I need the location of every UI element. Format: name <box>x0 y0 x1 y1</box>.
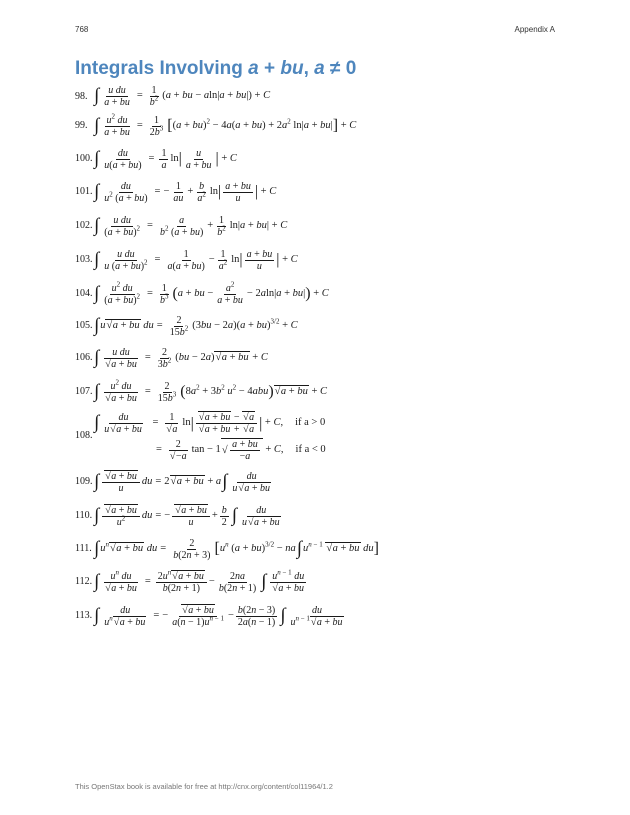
formula-104 <box>75 277 555 311</box>
formula-111 <box>75 533 555 565</box>
formula-103 <box>75 243 555 277</box>
formula-112 <box>75 565 555 599</box>
formula-number: 99. <box>75 120 88 131</box>
formula-101 <box>75 175 555 209</box>
title-plus: + <box>258 58 281 79</box>
formula-expression: ∫ $\frac{u^2 du}{a + bu}$ = $\frac{1}{2b^3}$ [ $(a + bu)^2 - 4a(a + bu) + 2a^2$ ln|a + bu| ] + C <box>94 112 357 138</box>
formula-number: 113. <box>75 610 93 621</box>
formula-number: 109. <box>75 476 93 487</box>
footer-note: This OpenStax book is available for free at http://cnx.org/content/col11964/1.2 <box>75 782 333 791</box>
page-number: 768 <box>75 25 89 34</box>
formula-number: 111. <box>75 543 92 554</box>
formula-number: 112. <box>75 576 93 587</box>
formula-109 <box>75 465 555 499</box>
formula-number: 110. <box>75 510 93 521</box>
title-var-a2: a <box>314 58 325 79</box>
formula-100 <box>75 143 555 175</box>
formula-expression: ∫ $u^n$ du √ a + bu = $2u^n√$ a + bu b(2n + 1) − $\frac{2na}{b(2n + 1)}$ ∫ $u^{n - 1}$ du √ a + bu <box>93 571 309 594</box>
page-title <box>75 58 356 80</box>
formula-number: 100. <box>75 153 93 164</box>
title-neq: ≠ 0 <box>324 58 357 79</box>
formula-expression: ∫ $\frac{\text{u du}}{a + bu}$ = $\frac{1}{b^2}$ (a + bu − aln|a + bu|) + C <box>94 85 271 108</box>
formula-number: 102. <box>75 220 93 231</box>
title-prefix: Integrals Involving <box>75 58 249 79</box>
formula-expression: ∫ √ a + bu u du = 2√ a + bu + a ∫ du u√ a + bu <box>93 471 275 494</box>
formula-expression: ∫ $\frac{\text{u du}}{u (a + bu)^2}$ = $\frac{1}{a(a + bu)}$ − $\frac{1}{a^2}$ ln | a + bu u | + C <box>94 248 298 272</box>
formula-expression: ∫ u√ a + bu du = $\frac{2}{15b^2}$ (3bu − 2a)(a + bu)$^{3/2}$ + C <box>93 315 298 338</box>
condition-a-negative: if a < 0 <box>295 443 326 455</box>
formula-number: 107. <box>75 386 93 397</box>
formula-expression: ∫ $u^n√$ a + bu du = $\frac{2}{b(2n + 3)}$ [ $u^n$ (a + bu)$^{3/2}$ − na ∫ $u^{n - 1}$ √ a + bu du ] <box>93 538 379 561</box>
formula-99 <box>75 109 555 143</box>
formula-98 <box>75 84 555 109</box>
formula-expression: ∫ $\frac{u^2 du}{(a + bu)^2}$ = $\frac{1}{b^3}$ ( a + bu − $\frac{a^2}{a + bu}$ − 2aln|a + bu| ) + C <box>94 280 329 306</box>
formula-number: 98. <box>75 90 88 102</box>
formula-number: 104. <box>75 288 93 299</box>
formula-number: 106. <box>75 352 93 363</box>
title-sep: , <box>303 58 315 79</box>
formula-113 <box>75 599 555 633</box>
formula-number: 103. <box>75 254 93 265</box>
formula-number: 105. <box>75 320 93 331</box>
formula-list <box>75 84 555 633</box>
formula-110 <box>75 499 555 533</box>
formula-number: 101. <box>75 186 93 197</box>
section-label: Appendix A <box>514 25 555 34</box>
formula-expression: ∫ √ a + bu $u^2$ du = − √ $\frac{a + bu}{u}$ + $\frac{b}{2}$ ∫ du u√ a + bu <box>93 505 285 528</box>
formula-106 <box>75 341 555 375</box>
formula-expression: ∫ $\frac{\text{u du}}{(a + bu)^2}$ = $\frac{a}{b^2 (a + bu)}$ + $\frac{1}{b^2}$ ln|a + bu| + C <box>94 214 288 238</box>
formula-expression: ∫ du $u^n√$ a + bu = − √ $\frac{a + bu}{a(n - 1)u^{n - 1}}$ − $\frac{b(2n - 3)}{2a(n - 1)}$ ∫ du $u^{n - 1}√$ a + bu <box>93 605 348 628</box>
title-var-bu: bu <box>280 58 304 79</box>
formula-expression-case2: = 2 √ −a tan − 1 √ $\frac{a + bu}{-a}$ + C, if a < 0 <box>153 438 326 462</box>
formula-expression: ∫ u du √ a + bu = $\frac{2}{3b^2}$ (bu − 2a)√ a + bu + C <box>93 347 268 370</box>
formula-expression: ∫ $\frac{du}{u^2 (a + bu)}$ = − $\frac{1}{au}$ + $\frac{b}{a^2}$ ln | a + bu u | + C <box>94 180 277 204</box>
formula-number: 108. <box>75 430 93 441</box>
title-var-a: a <box>248 58 259 79</box>
formula-105 <box>75 311 555 341</box>
formula-expression-case1: ∫ $\frac{du}{u√ a + bu}$ = 1 √ a ln | √ a + bu − √ a √ a + bu + √ a | + C, if a > 0 <box>93 412 325 435</box>
condition-a-positive: if a > 0 <box>295 417 326 429</box>
formula-107 <box>75 375 555 409</box>
formula-expression: ∫ $\frac{du}{u(a + bu)}$ = $\frac{1}{a}$ ln | u a + bu | + C <box>94 147 237 171</box>
formula-expression: ∫ $u^2$ du √ a + bu = $\frac{2}{15b^3}$ ( $8a^2 + 3b^2$ $u^2 - 4abu$ ) √ a + bu + C <box>93 381 327 404</box>
formula-108 <box>75 409 555 465</box>
formula-102 <box>75 209 555 243</box>
